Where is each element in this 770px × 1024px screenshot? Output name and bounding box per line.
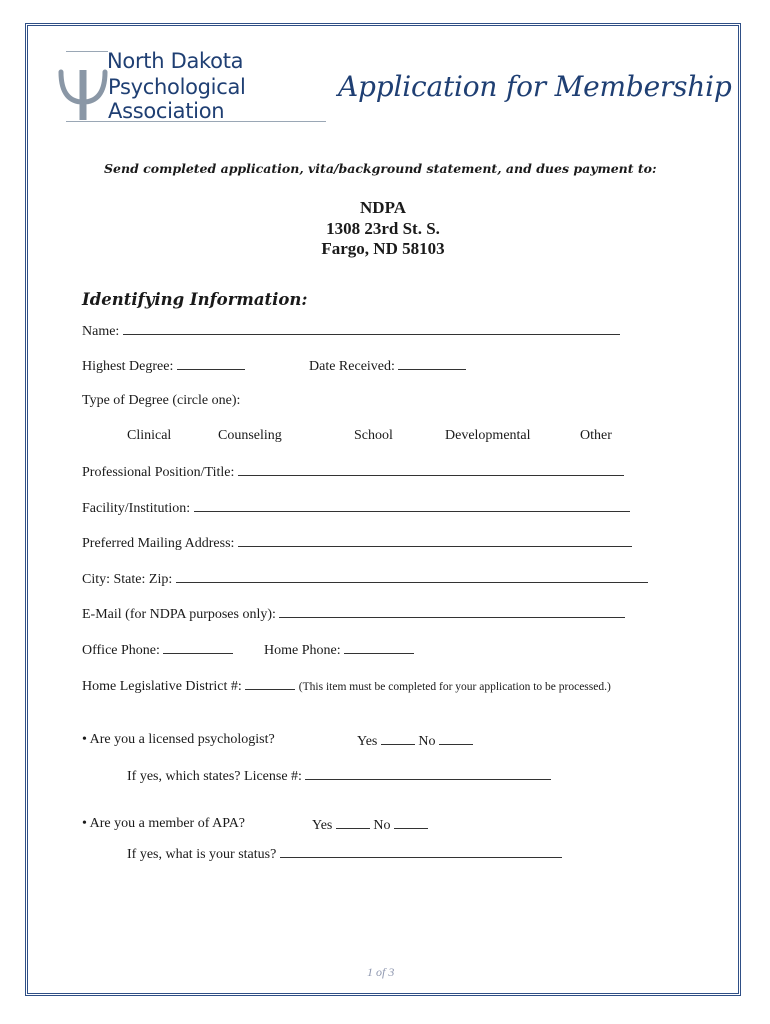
degree-option-counseling[interactable]: Counseling <box>218 428 282 443</box>
apa-status-label: If yes, what is your status? <box>127 847 277 862</box>
name-row <box>82 322 620 340</box>
date-received-label: Date Received: <box>309 359 395 374</box>
page-number: 1 of 3 <box>367 965 395 979</box>
office-phone-label: Office Phone: <box>82 643 160 658</box>
logo-line-3: Association <box>108 99 225 123</box>
license-states-input[interactable] <box>305 767 551 780</box>
degree-option-developmental[interactable]: Developmental <box>445 428 531 443</box>
apa-yes-label: Yes <box>312 818 333 833</box>
office-phone-row <box>82 641 233 659</box>
name-input[interactable] <box>123 322 620 335</box>
position-row <box>82 463 624 481</box>
highest-degree-row <box>82 357 245 375</box>
address-org: NDPA <box>360 198 406 217</box>
legislative-district-input[interactable] <box>245 677 295 690</box>
apa-no-input[interactable] <box>394 816 428 829</box>
licensed-no-label: No <box>418 734 436 749</box>
email-label: E-Mail (for NDPA purposes only): <box>82 607 276 622</box>
address-city: Fargo, ND 58103 <box>321 239 445 258</box>
apa-status-row <box>127 845 562 863</box>
city-state-zip-input[interactable] <box>176 570 648 583</box>
position-input[interactable] <box>238 463 624 476</box>
page-title: Application for Membership <box>338 70 732 103</box>
logo-top-rule <box>66 51 108 52</box>
home-phone-label: Home Phone: <box>264 643 341 658</box>
logo-line-2: Psychological <box>108 75 246 99</box>
date-received-input[interactable] <box>398 357 466 370</box>
licensed-answer-row <box>357 732 473 750</box>
license-states-label: If yes, which states? License #: <box>127 769 302 784</box>
mailing-address-label: Preferred Mailing Address: <box>82 536 235 551</box>
city-state-zip-label: City: State: Zip: <box>82 572 173 587</box>
licensed-yes-label: Yes <box>357 734 378 749</box>
licensed-question: • Are you a licensed psychologist? <box>82 732 275 747</box>
email-row <box>82 605 625 623</box>
mailing-address-input[interactable] <box>238 534 632 547</box>
name-label: Name: <box>82 324 120 339</box>
date-received-row <box>309 357 466 375</box>
home-phone-input[interactable] <box>344 641 414 654</box>
office-phone-input[interactable] <box>163 641 233 654</box>
address-street: 1308 23rd St. S. <box>326 219 440 238</box>
licensed-no-input[interactable] <box>439 732 473 745</box>
degree-option-clinical[interactable]: Clinical <box>127 428 172 443</box>
legislative-district-note: (This item must be completed for your application to be processed.) <box>298 681 611 693</box>
mailing-address-row <box>82 534 632 552</box>
apa-member-question: • Are you a member of APA? <box>82 816 246 831</box>
apa-answer-row <box>312 816 428 834</box>
home-phone-row <box>264 641 414 659</box>
license-states-row <box>127 767 551 785</box>
licensed-yes-input[interactable] <box>381 732 415 745</box>
section-heading: Identifying Information: <box>82 290 308 309</box>
logo-line-1: North Dakota <box>107 49 244 73</box>
highest-degree-label: Highest Degree: <box>82 359 174 374</box>
email-input[interactable] <box>279 605 625 618</box>
city-state-zip-row <box>82 570 648 588</box>
type-of-degree-label: Type of Degree (circle one): <box>82 393 241 408</box>
highest-degree-input[interactable] <box>177 357 245 370</box>
degree-option-other[interactable]: Other <box>580 428 612 443</box>
apa-no-label: No <box>373 818 391 833</box>
degree-option-school[interactable]: School <box>354 428 393 443</box>
send-instruction: Send completed application, vita/background statement, and dues payment to: <box>104 161 657 176</box>
position-label: Professional Position/Title: <box>82 465 235 480</box>
facility-label: Facility/Institution: <box>82 501 191 516</box>
apa-status-input[interactable] <box>280 845 562 858</box>
facility-row <box>82 499 630 517</box>
psi-icon <box>58 68 108 122</box>
apa-yes-input[interactable] <box>336 816 370 829</box>
legislative-district-row <box>82 677 611 695</box>
legislative-district-label: Home Legislative District #: <box>82 679 242 694</box>
facility-input[interactable] <box>194 499 630 512</box>
